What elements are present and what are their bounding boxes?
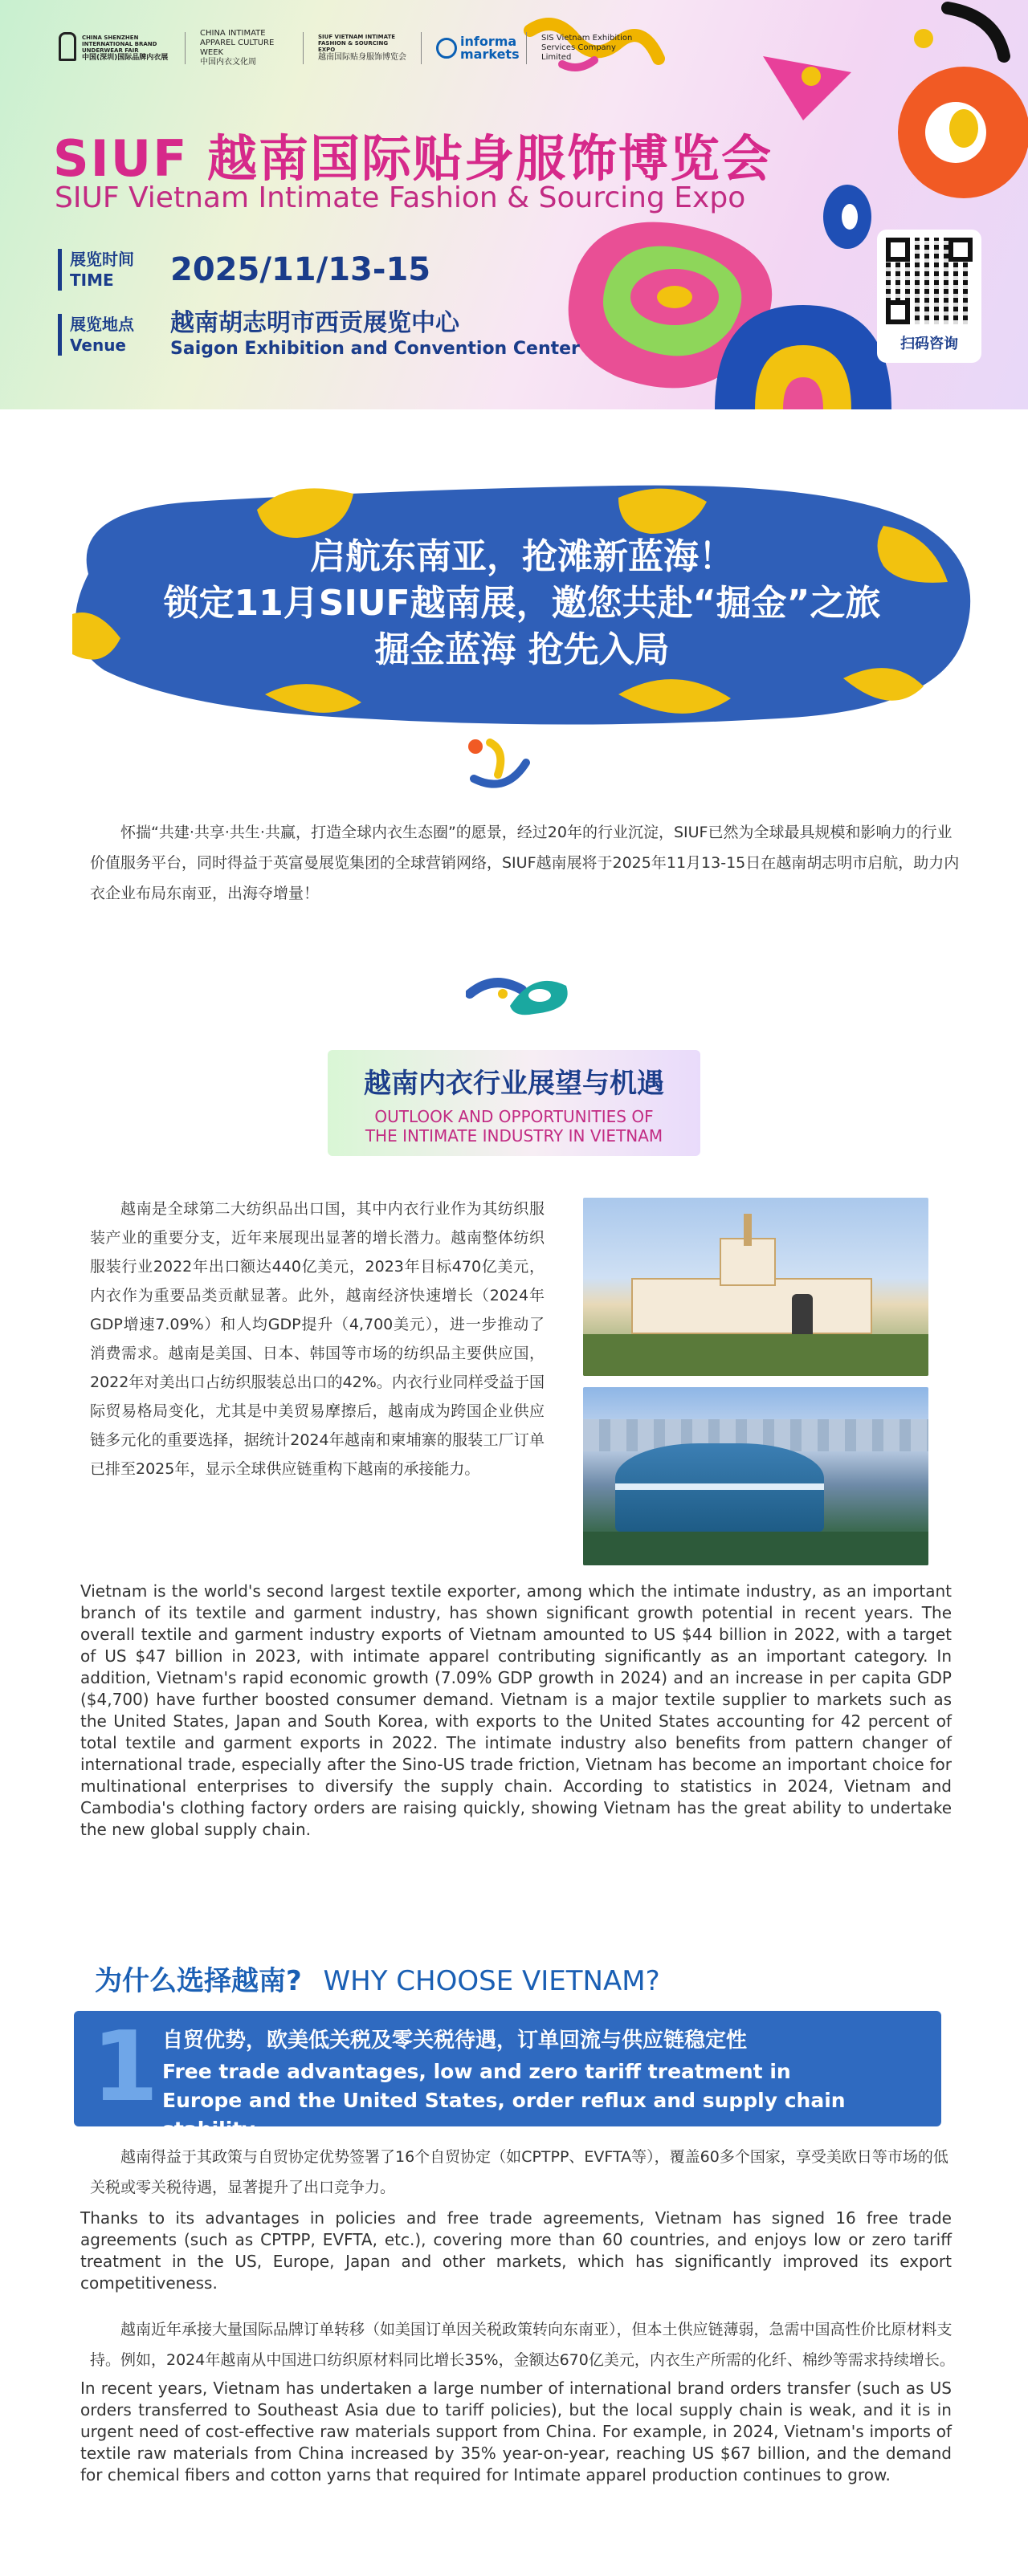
slogan-text	[56, 534, 988, 674]
photo-city-hall	[583, 1198, 928, 1376]
intro-paragraph: 怀揣“共建·共享·共生·共赢，打造全球内衣生态圈”的愿景，经过20年的行业沉淀，SIUF已然为全球最具规模和影响力的行业价值服务平台，同时得益于英富曼展览集团的全球营销网络，SIUF越南展将于2025年11月13-15日在越南胡志明市启航，助力内衣企业布局东南亚，出海夺增量！	[90, 824, 960, 902]
why-vietnam-heading	[95, 1959, 660, 1998]
venue-row	[58, 309, 580, 360]
time-label-cn: 展览时间	[70, 250, 134, 269]
venue-en: Saigon Exhibition and Convention Center	[170, 339, 580, 359]
section-title-en-line2: THE INTIMATE INDUSTRY IN VIETNAM	[365, 1126, 663, 1146]
outlook-paragraph-en: Vietnam is the world's second largest textile exporter, among which the intimate industry, as an important branch of its textile and garment industry, has shown significant growth potential in recent years. The overall textile and garment industry exports of Vietnam amounted to US $44 billion in 2022, with a target of US $47 billion in 2023, with intimate apparel contributing significantly as an important category. In addition, Vietnam's rapid economic growth (7.09% GDP growth in 2024) and an increase in per capita GDP ($4,700) have further boosted consumer demand. Vietnam is a major textile supplier to markets such as the United States, Japan and South Korea, with exports to the United States accounting for 42 percent of total textile and garment exports in 2022. The intimate industry also benefits from pattern changer of international trade, especially after the Sino-US trade friction, Vietnam has become an important choice for multinational enterprises to diversify the supply chain. According to statistics in 2024, Vietnam and Cambodia's clothing factory orders are raising quickly, showing Vietnam has the great ability to undertake the new global supply chain.	[80, 1581, 952, 1839]
culture-week-logo	[200, 29, 288, 67]
informa-logo-icon	[436, 38, 457, 59]
siuf-logo	[53, 32, 170, 64]
time-row	[58, 249, 430, 291]
culture-week-en: CHINA INTIMATE APPAREL CULTURE WEEK	[200, 29, 275, 57]
free-trade-paragraph-en: Thanks to its advantages in policies and free trade agreements, Vietnam has signed 16 free trade agreements (such as CPTPP, EVFTA, etc.), covering more than 60 countries, and enjoys low or zero tariff treatment in the US, Europe, Japan and other markets, which has significantly improved its export competitiveness.	[80, 2208, 952, 2293]
qr-code[interactable]	[886, 238, 973, 324]
divider	[185, 32, 186, 64]
swirl-decoration	[466, 730, 538, 811]
culture-week-cn: 中国内衣文化周	[200, 58, 256, 67]
divider	[303, 32, 304, 64]
venue-label-en: Venue	[70, 336, 126, 355]
expo-title-en: SIUF Vietnam Intimate Fashion & Sourcing Expo	[55, 181, 746, 214]
point-1-box	[74, 2011, 941, 2141]
supply-chain-paragraph-en: In recent years, Vietnam has undertaken a large number of international brand orders transfer (such as US orders transferred to Southeast Asia due to tariff policies), but the local supply chain is weak, and it is in urgent need of cost-effective raw materials support from China. For example, in 2024, Vietnam's imports of textile raw materials from China increased by 35% year-on-year, reaching US $67 billion, and the demand for chemical fibers and cotton yarns that required for Intimate apparel production continues to grow.	[80, 2379, 952, 2484]
venue-cn: 越南胡志明市西贡展览中心	[170, 309, 459, 337]
header-banner	[0, 0, 1028, 409]
section-title-en-line1: OUTLOOK AND OPPORTUNITIES OF	[374, 1107, 654, 1126]
venue-label	[58, 314, 154, 356]
venue-value	[170, 309, 580, 360]
free-trade-paragraph-cn: 越南得益于其政策与自贸协定优势签署了16个自贸协定（如CPTPP、EVFTA等），覆盖60多个国家，享受美欧日等市场的低关税或零关税待遇，显著提升了出口竞争力。	[90, 2148, 948, 2196]
qr-code-box[interactable]	[877, 230, 981, 363]
slogan-banner	[56, 478, 988, 735]
expo-date: 2025/11/13-15	[170, 251, 431, 288]
time-label	[58, 249, 154, 291]
outlook-paragraph-cn: 越南是全球第二大纺织品出口国，其中内衣行业作为其纺织服装产业的重要分支，近年来展现出显著的增长潜力。越南整体纺织服装行业2022年出口额达440亿美元，2023年目标470亿美元，内衣作为重要品类贡献显著。此外，越南经济快速增长（2024年GDP增速7.09%）和人均GDP提升（4,700美元），进一步推动了消费需求。越南是美国、日本、韩国等市场的纺织品主要供应国，2022年对美出口占纺织服装总出口的42%。内衣行业同样受益于国际贸易格局变化，尤其是中美贸易摩擦后，越南成为跨国企业供应链多元化的重要选择，据统计2024年越南和柬埔寨的服装工厂订单已排至2025年，显示全球供应链重构下越南的承接能力。	[90, 1200, 545, 1478]
supply-chain-paragraph-cn: 越南近年承接大量国际品牌订单转移（如美国订单因关税政策转向东南亚），但本土供应链薄弱，急需中国高性价比原材料支持。例如，2024年越南从中国进口纺织原材料同比增长35%，金额达670亿美元，内衣生产所需的化纤、棉纱等需求持续增长。	[90, 2321, 955, 2369]
point-number: 1	[92, 2012, 159, 2123]
why-title-en: WHY CHOOSE VIETNAM?	[323, 1965, 660, 1997]
photo-exhibition-center	[583, 1387, 928, 1565]
point-title-cn: 自贸优势，欧美低关税及零关税待遇，订单回流与供应链稳定性	[162, 2029, 748, 2053]
informa-logo-text: informa markets	[460, 34, 520, 62]
wave-decoration	[466, 970, 578, 1026]
siuf-logo-en: CHINA SHENZHEN INTERNATIONAL BRAND UNDERWEAR FAIR	[82, 34, 157, 54]
section-title-cn: 越南内衣行业展望与机遇	[364, 1068, 664, 1100]
slogan-line-2: 锁定11月SIUF越南展，邀您共赴“掘金”之旅	[163, 583, 881, 624]
logo-bar	[53, 29, 638, 67]
vietnam-expo-logo-en: SIUF VIETNAM INTIMATE FASHION & SOURCING EXPO	[318, 34, 396, 53]
qr-label: 扫码咨询	[900, 336, 958, 352]
venue-label-cn: 展览地点	[70, 315, 134, 334]
divider	[526, 32, 527, 64]
point-title-en: Free trade advantages, low and zero tariff treatment in Europe and the United States, order reflux and supply chain stability	[162, 2060, 846, 2141]
expo-title-cn: SIUF 越南国际贴身服饰博览会	[53, 129, 773, 188]
vietnam-expo-logo	[318, 34, 406, 63]
sis-logo: SIS Vietnam Exhibition Services Company Limited	[541, 34, 633, 62]
section-heading-outlook	[328, 1050, 700, 1156]
vietnam-expo-logo-cn: 越南国际贴身服饰博览会	[318, 53, 406, 62]
why-title-cn: 为什么选择越南?	[95, 1965, 302, 1997]
time-label-en: TIME	[70, 271, 114, 290]
siuf-logo-cn: 中国(深圳)国际品牌内衣展	[82, 53, 169, 62]
divider	[421, 32, 422, 64]
slogan-line-1: 启航东南亚，抢滩新蓝海！	[310, 536, 734, 577]
slogan-line-3: 掘金蓝海 抢先入局	[374, 629, 670, 670]
siuf-logo-icon	[53, 32, 77, 64]
informa-logo	[436, 34, 520, 62]
